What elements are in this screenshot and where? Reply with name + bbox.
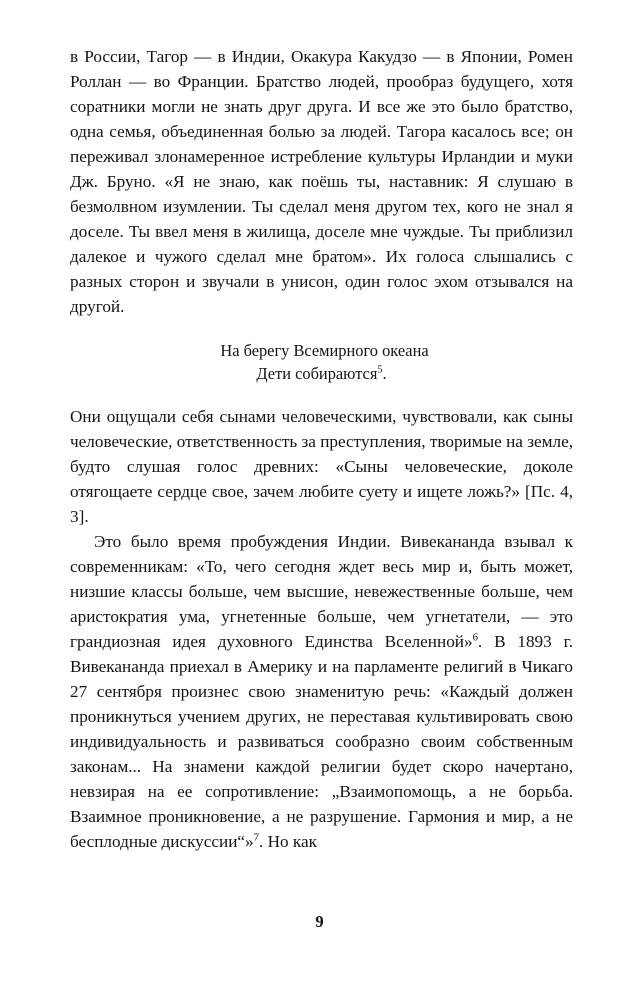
page-number: 9 bbox=[315, 912, 324, 931]
verse-line-2-text: Дети собираются bbox=[256, 364, 378, 384]
paragraph-3-part-2: . В 1893 г. Вивекананда приехал в Америку и на парламенте религий в Чикаго 27 сентября произнес свою знаменитую речь: «Каждый должен проникнуться учением других, не переставая культивировать свою индивидуальность и развиваться сообразно своим собственным законам... На знамени каждой религии будет скоро начертано, невзирая на ее сопротивление: „Взаимопомощь, а не борьба. Взаимное проникновение, а не разрушение. Гармония и мир, а не бесплодные дискуссии“» bbox=[70, 631, 573, 852]
paragraph-1: в России, Тагор — в Индии, Окакура Какудзо — в Японии, Ромен Роллан — во Франции. Братство людей, прообраз будущего, хотя соратники могли не знать друг друга. И все же это было братство, одна семья, объединенная болью за людей. Тагора касалось все; он переживал злонамеренное истребление культуры Ирландии и муки Дж. Бруно. «Я не знаю, как поёшь ты, наставник: Я слушаю в безмолвном изумлении. Ты сделал меня другом тех, кого не знал я доселе. Ты ввел меня в жилища, доселе мне чуждые. Ты приблизил далекое и чужого сделал мне братом». Их голоса слышались с разных сторон и звучали в унисон, один голос эхом отзывался на другой. bbox=[70, 47, 573, 317]
footnote-marker-7: 7 bbox=[253, 832, 259, 844]
verse-line-1: На берегу Всемирного океана bbox=[220, 341, 429, 361]
footnote-marker-6: 6 bbox=[472, 632, 478, 644]
paragraph-2: Они ощущали себя сынами человеческими, чувствовали, как сыны человеческие, ответственность за преступления, творимые на земле, будто слушая голос древних: «Сыны человеческие, доколе отягощаете сердце свое, зачем любите суету и ищете ложь?» [Пс. 4, 3]. bbox=[70, 406, 574, 526]
verse-block bbox=[70, 339, 573, 386]
page-body bbox=[70, 44, 573, 854]
paragraph-3 bbox=[70, 529, 573, 854]
paragraph-3-part-1: Это было время пробуждения Индии. Вивекананда взывал к современникам: «То, чего сегодня ждет весь мир и, быть может, низшие классы больше, чем высшие, невежественные больше, чем аристократия ума, угнетенные больше, чем угнетатели, — это грандиозная идея духовного Единства Вселенной» bbox=[70, 531, 573, 651]
footnote-marker-5: 5 bbox=[377, 365, 383, 376]
paragraph-3-part-3: . Но как bbox=[258, 832, 317, 852]
verse-line-2 bbox=[70, 362, 573, 385]
verse-line-2-end: . bbox=[382, 364, 387, 384]
